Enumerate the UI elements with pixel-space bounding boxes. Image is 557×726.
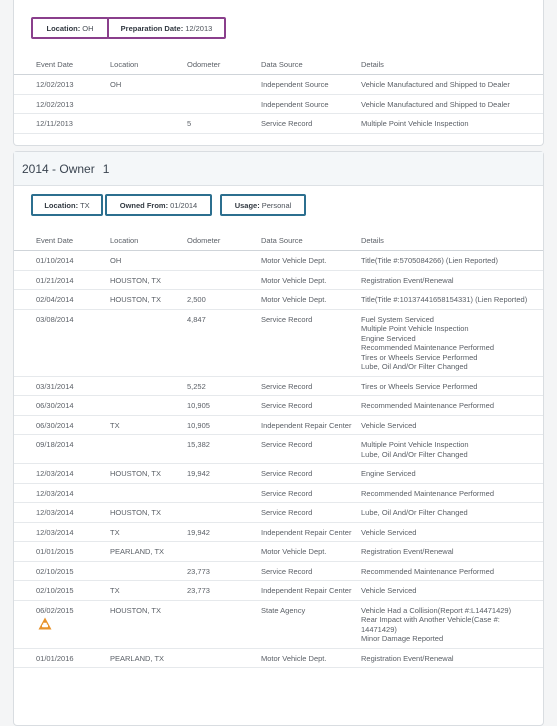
event-date-cell: 12/03/2014 (14, 483, 110, 503)
odometer-cell (187, 483, 261, 503)
data-source-cell: Service Record (261, 561, 361, 581)
data-source-cell: Motor Vehicle Dept. (261, 270, 361, 290)
collision-warning-icon (38, 617, 52, 630)
event-date-cell: 02/04/2014 (14, 290, 110, 310)
event-date-cell: 02/10/2015 (14, 561, 110, 581)
location-cell: HOUSTON, TX (110, 270, 187, 290)
owner-section-title: 2014 - Owner (22, 161, 95, 176)
event-date-cell: 01/10/2014 (14, 251, 110, 271)
details-cell: Registration Event/Renewal (361, 542, 543, 562)
data-source-cell: Motor Vehicle Dept. (261, 648, 361, 668)
event-date-cell: 12/03/2014 (14, 503, 110, 523)
table-row (14, 376, 543, 396)
location-cell (110, 483, 187, 503)
location-cell (110, 94, 187, 114)
location-cell: TX (110, 522, 187, 542)
odometer-cell: 23,773 (187, 561, 261, 581)
table-row (14, 561, 543, 581)
table-row (14, 542, 543, 562)
odometer-cell (187, 75, 261, 95)
data-source-cell: Motor Vehicle Dept. (261, 542, 361, 562)
odometer-cell: 19,942 (187, 464, 261, 484)
owner-number: 1 (102, 161, 110, 176)
location-cell: PEARLAND, TX (110, 648, 187, 668)
table-row (14, 435, 543, 464)
table-row (14, 290, 543, 310)
odometer-cell: 10,905 (187, 415, 261, 435)
details-cell: Vehicle Serviced (361, 415, 543, 435)
table-row (14, 94, 543, 114)
event-date-cell: 12/02/2013 (14, 94, 110, 114)
location-cell (110, 114, 187, 134)
details-cell: Engine Serviced (361, 464, 543, 484)
location-cell: TX (110, 415, 187, 435)
odometer-cell (187, 600, 261, 648)
pre-owner-history-table (14, 60, 543, 134)
data-source-cell: Independent Source (261, 94, 361, 114)
data-source-cell: Motor Vehicle Dept. (261, 251, 361, 271)
event-date-cell: 12/11/2013 (14, 114, 110, 134)
column-event-date: Event Date (14, 236, 110, 251)
odometer-cell: 2,500 (187, 290, 261, 310)
details-cell: Lube, Oil And/Or Filter Changed (361, 503, 543, 523)
location-cell (110, 396, 187, 416)
column-odometer: Odometer (187, 60, 261, 75)
event-date-cell: 02/10/2015 (14, 581, 110, 601)
table-header-row (14, 236, 543, 251)
odometer-cell: 5,252 (187, 376, 261, 396)
location-cell: HOUSTON, TX (110, 290, 187, 310)
data-source-cell: Service Record (261, 114, 361, 134)
odometer-cell: 5 (187, 114, 261, 134)
details-cell: Recommended Maintenance Performed (361, 396, 543, 416)
table-row (14, 114, 543, 134)
table-row (14, 396, 543, 416)
owned-from-chip: Owned From: 01/2014 (105, 194, 212, 216)
details-cell: Registration Event/Renewal (361, 648, 543, 668)
data-source-cell: State Agency (261, 600, 361, 648)
preparation-date-chip: Preparation Date: 12/2013 (107, 17, 226, 39)
details-cell: Title(Title #:5705084266) (Lien Reported) (361, 251, 543, 271)
data-source-cell: Independent Repair Center (261, 522, 361, 542)
data-source-cell: Service Record (261, 464, 361, 484)
location-cell: TX (110, 581, 187, 601)
owner-history-table (14, 236, 543, 668)
data-source-cell: Service Record (261, 376, 361, 396)
location-cell (110, 376, 187, 396)
odometer-cell: 4,847 (187, 309, 261, 376)
details-cell: Registration Event/Renewal (361, 270, 543, 290)
location-chip: Location: TX (31, 194, 103, 216)
event-date-cell: 12/03/2014 (14, 522, 110, 542)
table-row (14, 648, 543, 668)
data-source-cell: Service Record (261, 396, 361, 416)
details-cell: Vehicle Had a Collision(Report #:L14471429) Rear Impact with Another Vehicle(Case #: 14471429) Minor Damage Reported (361, 600, 543, 648)
column-location: Location (110, 236, 187, 251)
data-source-cell: Independent Source (261, 75, 361, 95)
event-date-cell: 06/02/2015 (14, 600, 110, 648)
column-details: Details (361, 60, 543, 75)
table-row (14, 522, 543, 542)
event-date-cell: 03/08/2014 (14, 309, 110, 376)
event-date-cell: 01/01/2015 (14, 542, 110, 562)
column-data-source: Data Source (261, 60, 361, 75)
details-cell: Multiple Point Vehicle Inspection Lube, Oil And/Or Filter Changed (361, 435, 543, 464)
odometer-cell (187, 251, 261, 271)
owner-chips (14, 194, 543, 216)
event-date-cell: 03/31/2014 (14, 376, 110, 396)
odometer-cell: 23,773 (187, 581, 261, 601)
location-cell: OH (110, 75, 187, 95)
details-cell: Recommended Maintenance Performed (361, 483, 543, 503)
data-source-cell: Service Record (261, 309, 361, 376)
odometer-cell: 19,942 (187, 522, 261, 542)
location-cell: HOUSTON, TX (110, 464, 187, 484)
table-row (14, 464, 543, 484)
details-cell: Vehicle Manufactured and Shipped to Dealer (361, 75, 543, 95)
data-source-cell: Independent Repair Center (261, 415, 361, 435)
owner-rows (14, 251, 543, 668)
table-row (14, 309, 543, 376)
location-cell: HOUSTON, TX (110, 503, 187, 523)
details-cell: Vehicle Serviced (361, 581, 543, 601)
odometer-cell (187, 542, 261, 562)
column-location: Location (110, 60, 187, 75)
details-cell: Multiple Point Vehicle Inspection (361, 114, 543, 134)
owner-1-section (13, 151, 544, 726)
event-date-cell: 01/01/2016 (14, 648, 110, 668)
odometer-cell (187, 503, 261, 523)
details-cell: Title(Title #:10137441658154331) (Lien Reported) (361, 290, 543, 310)
odometer-cell (187, 270, 261, 290)
pre-owner-chips (14, 17, 543, 39)
column-event-date: Event Date (14, 60, 110, 75)
event-date-cell: 12/03/2014 (14, 464, 110, 484)
table-row (14, 483, 543, 503)
details-cell: Tires or Wheels Service Performed (361, 376, 543, 396)
data-source-cell: Independent Repair Center (261, 581, 361, 601)
location-cell (110, 309, 187, 376)
table-row (14, 503, 543, 523)
odometer-cell (187, 648, 261, 668)
data-source-cell: Service Record (261, 435, 361, 464)
table-row (14, 251, 543, 271)
details-cell: Recommended Maintenance Performed (361, 561, 543, 581)
location-chip: Location: OH (31, 17, 109, 39)
owner-section-header (14, 152, 543, 186)
location-cell: HOUSTON, TX (110, 600, 187, 648)
event-date-cell: 12/02/2013 (14, 75, 110, 95)
event-date-cell: 06/30/2014 (14, 415, 110, 435)
column-data-source: Data Source (261, 236, 361, 251)
location-cell (110, 435, 187, 464)
data-source-cell: Service Record (261, 503, 361, 523)
table-header-row (14, 60, 543, 75)
pre-owner-rows (14, 75, 543, 134)
odometer-cell: 10,905 (187, 396, 261, 416)
table-row (14, 75, 543, 95)
table-row (14, 581, 543, 601)
odometer-cell: 15,382 (187, 435, 261, 464)
event-date-cell: 09/18/2014 (14, 435, 110, 464)
details-cell: Vehicle Manufactured and Shipped to Dealer (361, 94, 543, 114)
column-odometer: Odometer (187, 236, 261, 251)
details-cell: Vehicle Serviced (361, 522, 543, 542)
data-source-cell: Motor Vehicle Dept. (261, 290, 361, 310)
table-row (14, 270, 543, 290)
pre-owner-section (13, 0, 544, 146)
table-row (14, 415, 543, 435)
odometer-cell (187, 94, 261, 114)
table-row (14, 600, 543, 648)
data-source-cell: Service Record (261, 483, 361, 503)
event-date-cell: 06/30/2014 (14, 396, 110, 416)
column-details: Details (361, 236, 543, 251)
details-cell: Fuel System Serviced Multiple Point Vehicle Inspection Engine Serviced Recommended Maintenance Performed Tires or Wheels Service Performed Lube, Oil And/Or Filter Changed (361, 309, 543, 376)
event-date-cell: 01/21/2014 (14, 270, 110, 290)
usage-chip: Usage: Personal (220, 194, 306, 216)
location-cell: PEARLAND, TX (110, 542, 187, 562)
location-cell: OH (110, 251, 187, 271)
location-cell (110, 561, 187, 581)
